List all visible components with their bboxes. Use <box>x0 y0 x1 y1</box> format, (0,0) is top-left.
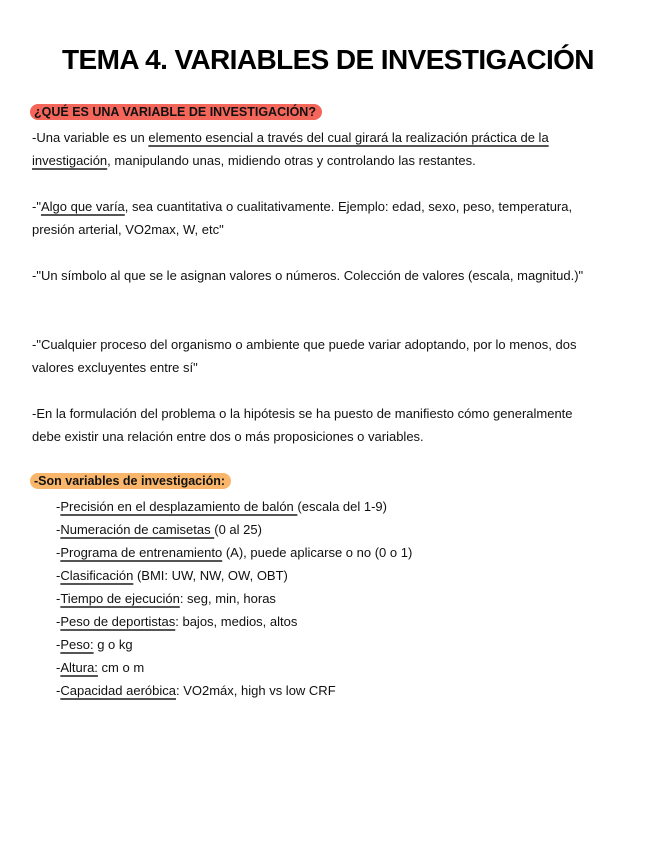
list-item: -Tiempo de ejecución: seg, min, horas <box>56 591 276 606</box>
list-item: -Programa de entrenamiento (A), puede aplicarse o no (0 o 1) <box>56 545 413 560</box>
paragraph-definition-3: -"Un símbolo al que se le asignan valores o números. Colección de valores (escala, magnitud.)" <box>32 268 584 283</box>
underlined-phrase: Algo que varía <box>40 199 125 214</box>
paragraph-definition-5: -En la formulación del problema o la hipótesis se ha puesto de manifiesto cómo generalmente debe existir una relación entre dos o más proposiciones o variables. <box>32 406 573 444</box>
underlined-phrase: elemento esencial a través del cual girará la realización práctica de la investigación <box>32 130 549 168</box>
list-item: -Capacidad aeróbica: VO2máx, high vs low CRF <box>56 683 336 698</box>
list-item: -Clasificación (BMI: UW, NW, OW, OBT) <box>56 568 288 583</box>
variables-list <box>56 495 596 702</box>
paragraph-definition-2: -"Algo que varía, sea cuantitativa o cualitativamente. Ejemplo: edad, sexo, peso, temperatura, presión arterial, VO2max, W, etc" <box>32 199 573 237</box>
list-item: -Numeración de camisetas (0 al 25) <box>56 522 262 537</box>
paragraph-definition-4: -"Cualquier proceso del organismo o ambiente que puede variar adoptando, por lo menos, dos valores excluyentes entre sí" <box>32 337 577 375</box>
paragraph-definition-1: -Una variable es un elemento esencial a través del cual girará la realización práctica de la investigación, manipulando unas, midiendo otras y controlando las restantes. <box>32 130 549 168</box>
page-title: TEMA 4. VARIABLES DE INVESTIGACIÓN <box>62 44 594 75</box>
list-item: -Peso de deportistas: bajos, medios, altos <box>56 614 298 629</box>
list-item: -Peso: g o kg <box>56 637 133 652</box>
section-heading-definition: ¿QUÉ ES UNA VARIABLE DE INVESTIGACIÓN? <box>30 104 322 120</box>
section-heading-examples: -Son variables de investigación: <box>30 473 231 489</box>
list-item: -Altura: cm o m <box>56 660 145 675</box>
list-item: -Precisión en el desplazamiento de balón (escala del 1-9) <box>56 499 387 514</box>
